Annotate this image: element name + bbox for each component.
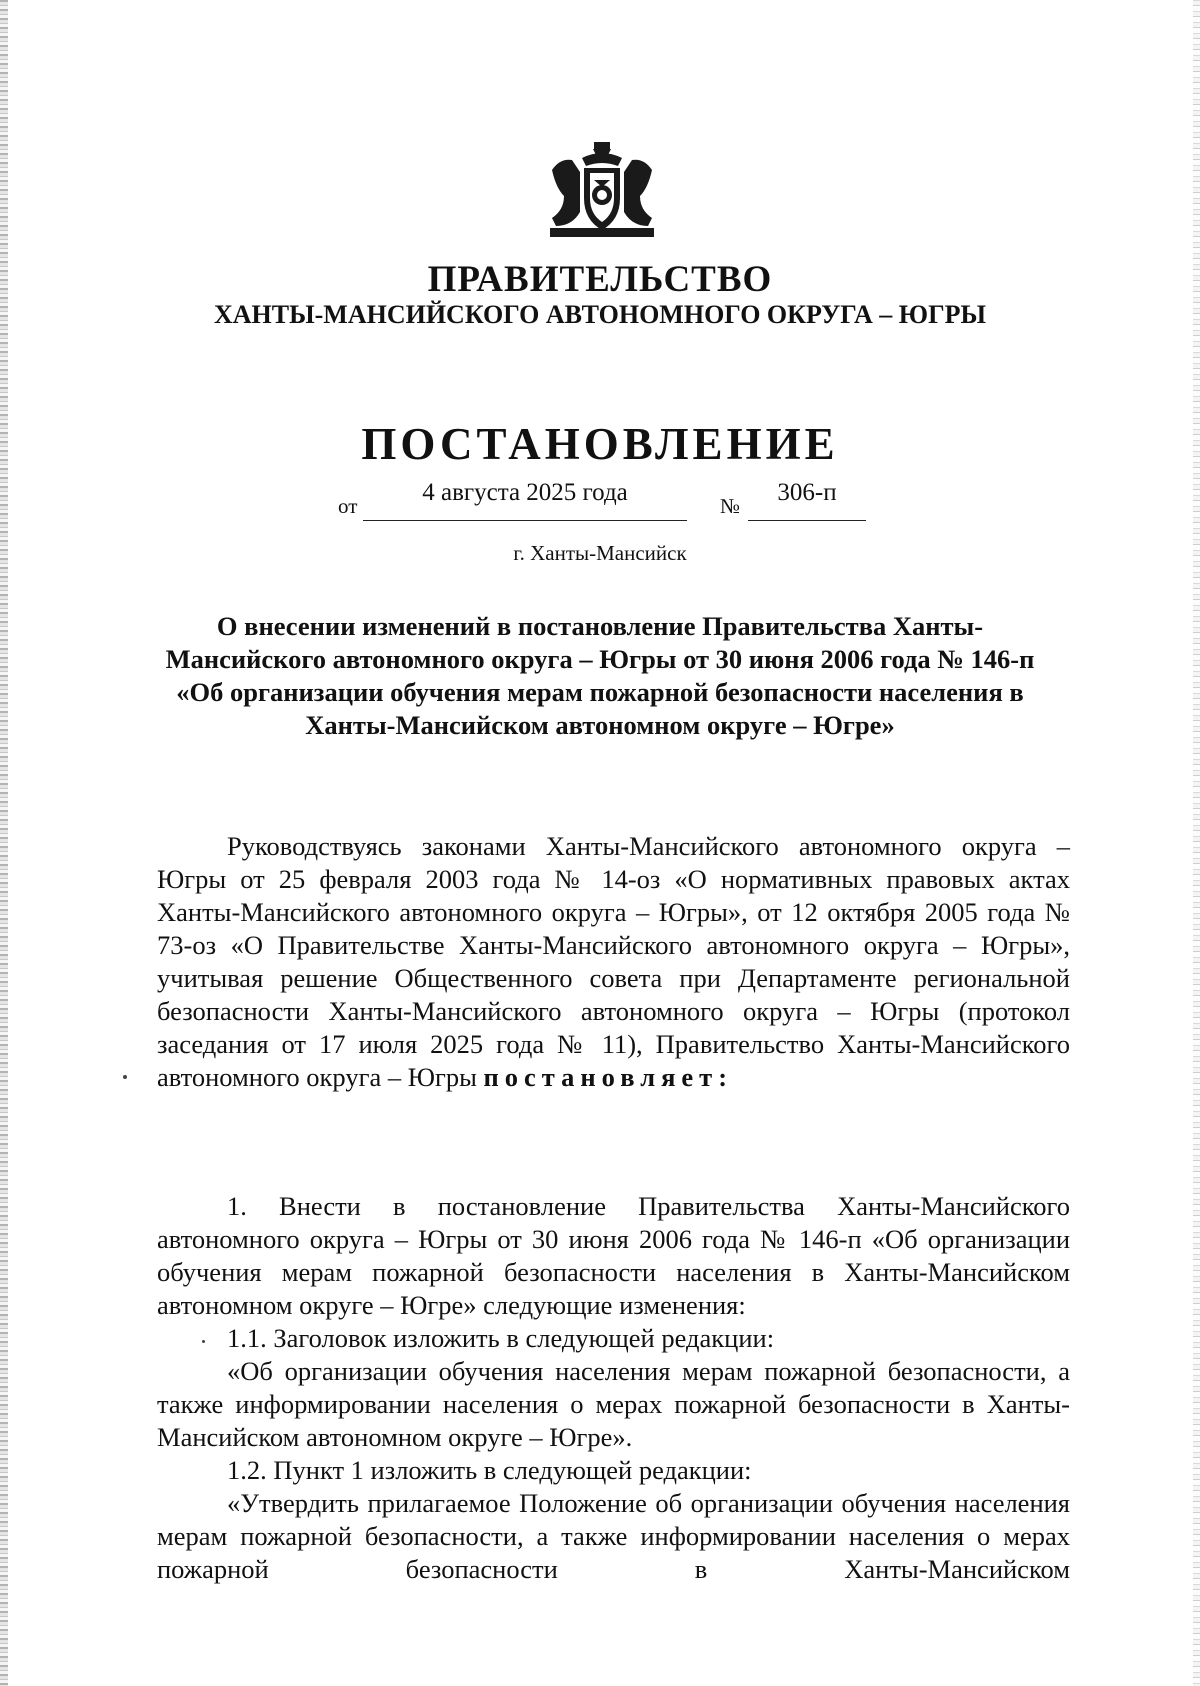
preamble-text: Руководствуясь законами Ханты-Мансийского автономного округа – Югры от 25 февраля 2003 года № 14-оз «О нормативных правовых актах Ханты-Мансийского автономного округа – Югры», от 12 октября 2005 года № 73-оз «О Правительстве Ханты-Мансийского автономного округа – Югры», учитывая решение Общественного совета при Департаменте региональной безопасности Ханты-Мансийского автономного округа – Югры (протокол заседания от 17 июля 2025 года № 11), Правительство Ханты-Мансийского автономного округа – Югры — [157, 831, 1070, 1092]
number-label: № — [720, 494, 741, 518]
government-region: ХАНТЫ-МАНСИЙСКОГО АВТОНОМНОГО ОКРУГА – ЮГРЫ — [213, 300, 987, 329]
item-1: 1. Внести в постановление Правительства Ханты-Мансийского автономного округа – Югры от 30 июня 2006 года № 146-п «Об организации обучения мерам пожарной безопасности населения в Ханты-Мансийском автономном округе – Югре» следующие изменения: — [157, 1191, 1070, 1320]
document-title: О внесении изменений в постановление Правительства Ханты-Мансийского автономного округа – Югры от 30 июня 2006 года № 146-п «Об организации обучения мерам пожарной безопасности населения в Ханты-Мансийском автономном округе – Югре» — [165, 611, 1035, 740]
document-date: 4 августа 2025 года — [422, 479, 628, 506]
item-1-2-content: «Утвердить прилагаемое Положение об организации обучения населения мерам пожарной безопасности, а также информировании населения о мерах пожарной безопасности в Ханты-Мансийском — [157, 1488, 1070, 1584]
number-underline — [748, 520, 866, 521]
scan-right-edge — [1193, 0, 1200, 1686]
scan-speck — [202, 1340, 205, 1343]
preamble — [157, 830, 1070, 1094]
city: г. Ханты-Мансийск — [513, 541, 687, 565]
scan-left-edge — [0, 0, 8, 1686]
scan-speck — [123, 1075, 127, 1079]
decree-word: постановляет: — [483, 1062, 734, 1092]
item-1-1-content: «Об организации обучения населения мерам пожарной безопасности, а также информировании населения о мерах пожарной безопасности в Ханты-Мансийском автономном округе – Югре». — [157, 1356, 1070, 1452]
document-type: ПОСТАНОВЛЕНИЕ — [361, 419, 839, 469]
date-label: от — [338, 494, 358, 518]
government-name: ПРАВИТЕЛЬСТВО — [427, 259, 773, 300]
document-number: 306-п — [777, 479, 837, 506]
date-underline — [363, 520, 687, 521]
item-1-2: 1.2. Пункт 1 изложить в следующей редакции: — [227, 1455, 752, 1485]
coat-of-arms-icon — [546, 140, 658, 240]
item-1-1: 1.1. Заголовок изложить в следующей редакции: — [227, 1323, 775, 1353]
